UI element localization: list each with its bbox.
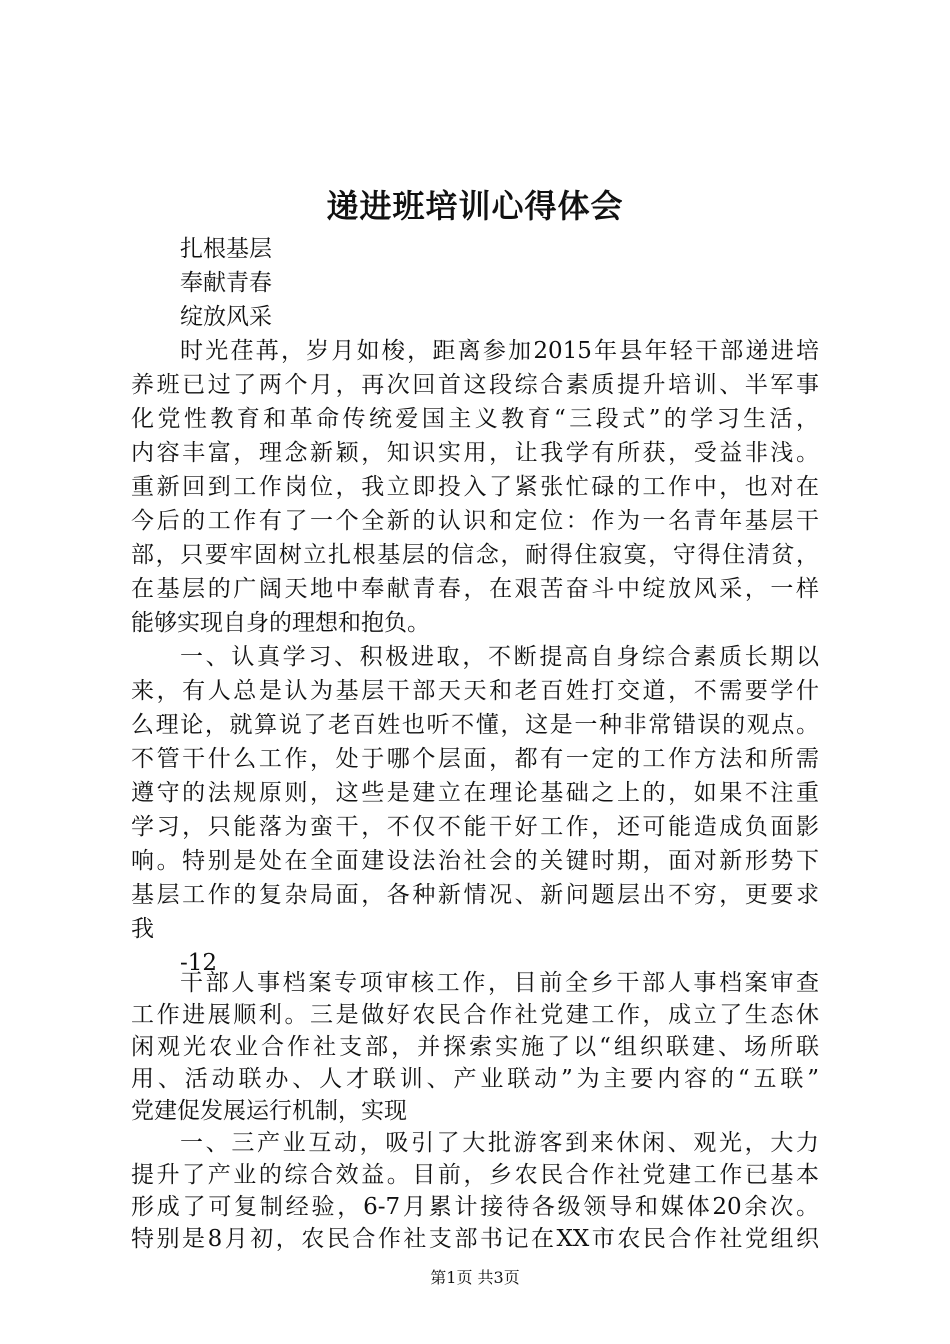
text-line: 在基层的广阔天地中奉献青春，在艰苦奋斗中绽放风采，一样	[131, 576, 819, 602]
text-line: 基层工作的复杂局面，各种新情况、新问题层出不穷，更要求	[131, 882, 819, 908]
text-line: 遵守的法规原则，这些是建立在理论基础之上的，如果不注重	[131, 780, 819, 806]
text-line: 提升了产业的综合效益。目前，乡农民合作社党建工作已基本	[131, 1162, 819, 1188]
text-line: 党建促发展运行机制，实现	[131, 1098, 407, 1124]
text-line: 部，只要牢固树立扎根基层的信念，耐得住寂寞，守得住清贫，	[131, 542, 819, 568]
text-line: 特别是8月初，农民合作社支部书记在XX市农民合作社党组织	[131, 1226, 819, 1252]
text-line: 用、活动联办、人才联训、产业联动”为主要内容的“五联”	[131, 1066, 819, 1092]
document-title: 递进班培训心得体会	[326, 187, 624, 225]
page-footer: 第1页 共3页	[430, 1268, 520, 1287]
text-line: 学习，只能落为蛮干，不仅不能干好工作，还可能造成负面影	[131, 814, 819, 840]
text-line: 一、三产业互动，吸引了大批游客到来休闲、观光，大力	[180, 1130, 819, 1156]
text-line: 么理论，就算说了老百姓也听不懂，这是一种非常错误的观点。	[131, 712, 819, 738]
text-line: 绽放风采	[180, 304, 272, 330]
text-line: 来，有人总是认为基层干部天天和老百姓打交道，不需要学什	[131, 678, 819, 704]
text-line: 闲观光农业合作社支部，并探索实施了以“组织联建、场所联	[131, 1034, 819, 1060]
text-line: 今后的工作有了一个全新的认识和定位：作为一名青年基层干	[131, 508, 819, 534]
text-line: 时光荏苒，岁月如梭，距离参加2015年县年轻干部递进培	[180, 338, 819, 364]
text-line: 奉献青春	[180, 270, 272, 296]
text-line: 干部人事档案专项审核工作，目前全乡干部人事档案审查	[180, 970, 819, 996]
text-line: 工作进展顺利。三是做好农民合作社党建工作，成立了生态休	[131, 1002, 819, 1028]
text-line: 能够实现自身的理想和抱负。	[131, 610, 430, 636]
text-line: 我	[131, 916, 154, 942]
text-line: 响。特别是处在全面建设法治社会的关键时期，面对新形势下	[131, 848, 819, 874]
text-line: 不管干什么工作，处于哪个层面，都有一定的工作方法和所需	[131, 746, 819, 772]
text-line: 重新回到工作岗位，我立即投入了紧张忙碌的工作中，也对在	[131, 474, 819, 500]
text-line: 形成了可复制经验，6-7月累计接待各级领导和媒体20余次。	[131, 1194, 819, 1220]
text-line: 化党性教育和革命传统爱国主义教育“三段式”的学习生活，	[131, 406, 819, 432]
text-line: 一、认真学习、积极进取，不断提高自身综合素质长期以	[180, 644, 819, 670]
text-line: -12	[180, 950, 218, 976]
text-line: 内容丰富，理念新颖，知识实用，让我学有所获，受益非浅。	[131, 440, 819, 466]
text-line: 扎根基层	[180, 236, 272, 262]
text-line: 养班已过了两个月，再次回首这段综合素质提升培训、半军事	[131, 372, 819, 398]
